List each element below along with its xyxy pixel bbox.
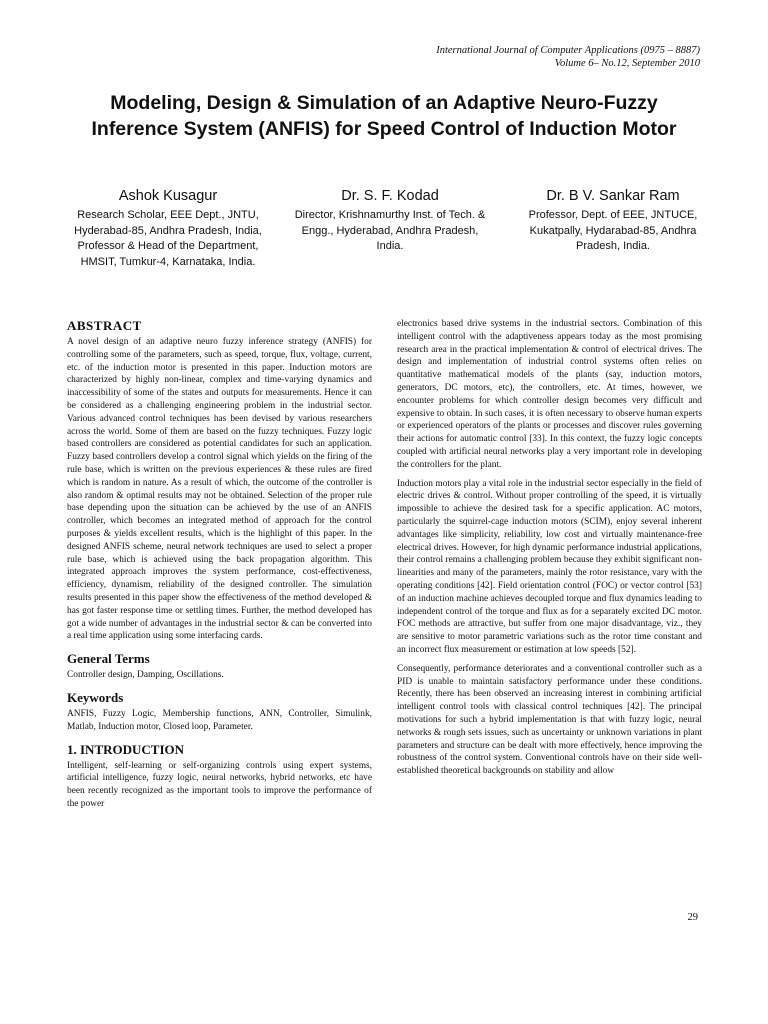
keywords-section — [67, 690, 372, 734]
introduction-paragraph: electronics based drive systems in the industrial sectors. Combination of this intelligent control with the adaptiveness appears today as the most promising research area in the practical implementation & control of electrical drives. The design and implementation of industrial control systems often relies on quantitative mathematical models of the plants (say, induction motors, generators, DC motors, etc), the controllers, etc. At times, however, we encounter problems for which controller design becomes very difficult and expensive to obtain. In such cases, it is often necessary to observe human experts or experienced operators of the plants or processes and discover rules governing their actions for automatic control [33]. In this context, the fuzzy logic concepts coupled with artificial neural networks play a very important role in developing the controllers for the plant. — [397, 319, 702, 470]
journal-header — [436, 44, 700, 70]
general-terms-section — [67, 651, 372, 682]
author-1 — [68, 187, 268, 270]
general-terms-text: Controller design, Damping, Oscillations. — [67, 670, 224, 681]
journal-name: International Journal of Computer Applications (0975 – 8887) — [436, 45, 700, 56]
introduction-section — [67, 742, 372, 811]
left-column — [67, 318, 372, 819]
introduction-paragraph: Intelligent, self-learning or self-organizing controls using expert systems, artificial intelligence, fuzzy logic, neural networks, hybrid networks, etc have been recently recognized as the important tools to improve the performance of the power — [67, 760, 372, 809]
author-affiliation: Research Scholar, EEE Dept., JNTU, Hyderabad-85, Andhra Pradesh, India, Professor & Head of the Department, HMSIT, Tumkur-4, Karnataka, India. — [74, 209, 262, 268]
general-terms-heading: General Terms — [67, 651, 150, 667]
author-name: Ashok Kusagur — [118, 188, 218, 204]
introduction-heading: 1. INTRODUCTION — [67, 741, 185, 757]
introduction-paragraph: Induction motors play a vital role in the industrial sector especially in the field of electric drives & control. Without proper controlling of the speed, it is virtually impossible to achieve the desired task for a specific application. AC motors, particularly the squirrel-cage induction motors (SCIM), enjoy several inherent advantages like simplicity, reliability, low cost and virtually maintenance-free electrical drives. However, for high dynamic performance industrial applications, their control remains a challenging problem because they exhibit significant non-linearities and many of the parameters, mainly the rotor resistance, vary with the operating conditions [42]. Field orientation control (FOC) or vector control [53] of an induction machine achieves decoupled torque and flux dynamics leading to independent control of the torque and flux as for a separately excited DC motor. FOC methods are attractive, but suffer from one major disadvantage, viz., they are sensitive to motor parametric variations such as the rotor time constant and an incorrect flux measurement or estimation at low speeds [52]. — [397, 478, 702, 655]
author-affiliation: Professor, Dept. of EEE, JNTUCE, Kukatpally, Hydarabad-85, Andhra Pradesh, India. — [528, 209, 698, 252]
abstract-text: A novel design of an adaptive neuro fuzzy inference strategy (ANFIS) for controlling some of the parameters, such as speed, torque, flux, voltage, current, etc. of the induction motor is presented in this paper. Induction motors are characterized by highly non-linear, complex and time-varying dynamics and inaccessibility of some of the states and outputs for measurements. Hence it can be considered as a challenging engineering problem in the industrial sector. Various advanced control techniques has been devised by various researchers across the world. Some of them are based on the fuzzy techniques. Fuzzy logic based controllers are considered as potential candidates for such an application. Fuzzy based controllers develop a control signal which yields on the firing of the rule base, which is written on the previous experiences & these rules are fired which is random in nature. As a result of which, the outcome of the controller is also random & optimal results may not be obtained. Selection of the proper rule base depending upon the situation can be achieved by the use of an ANFIS controller, which becomes an integrated method of approach for the control purposes & yields excellent results, which is the highlight of this paper. In the designed ANFIS scheme, neural network techniques are used to select a proper rule base, which is achieved using the back propagation algorithm. This integrated approach improves the system performance, cost-effectiveness, efficiency, dynamism, reliability of the designed controller. The simulation results presented in this paper show the effectiveness of the method developed & has got faster response time or settling times. Further, the method developed has got a wide number of advantages in the industrial sector & can be converted into a real time application using some interfacing cards. — [67, 337, 372, 642]
page-number: 29 — [687, 912, 698, 923]
author-3 — [513, 187, 713, 255]
keywords-heading: Keywords — [67, 689, 124, 705]
author-2 — [290, 187, 490, 255]
abstract-heading: ABSTRACT — [67, 318, 142, 333]
paper-title: Modeling, Design & Simulation of an Adaptive Neuro-Fuzzy Inference System (ANFIS) for Speed Control of Induction Motor — [91, 92, 677, 140]
abstract-section — [67, 318, 372, 643]
author-affiliation: Director, Krishnamurthy Inst. of Tech. & Engg., Hyderabad, Andhra Pradesh, India. — [294, 209, 486, 252]
keywords-text: ANFIS, Fuzzy Logic, Membership functions, ANN, Controller, Simulink, Matlab, Induction motor, Closed loop, Parameter. — [67, 708, 372, 732]
journal-volume: Volume 6– No.12, September 2010 — [554, 58, 700, 69]
right-column — [397, 318, 702, 784]
introduction-paragraph: Consequently, performance deteriorates and a conventional controller such as a PID is unable to maintain satisfactory performance under these conditions. Recently, there has been observed an increasing interest in combining artificial intelligent control tools with classical control techniques [42]. The principal motivations for such a hybrid implementation is that with fuzzy logic, neural networks & rough sets issues, such as uncertainty or unknown variations in plant parameters and structure can be dealt with more effectively, hence improving the robustness of the control system. Conventional controls have on their side well-established theoretical backgrounds on stability and allow — [397, 663, 702, 777]
author-name: Dr. B V. Sankar Ram — [546, 188, 680, 204]
author-name: Dr. S. F. Kodad — [341, 188, 439, 204]
